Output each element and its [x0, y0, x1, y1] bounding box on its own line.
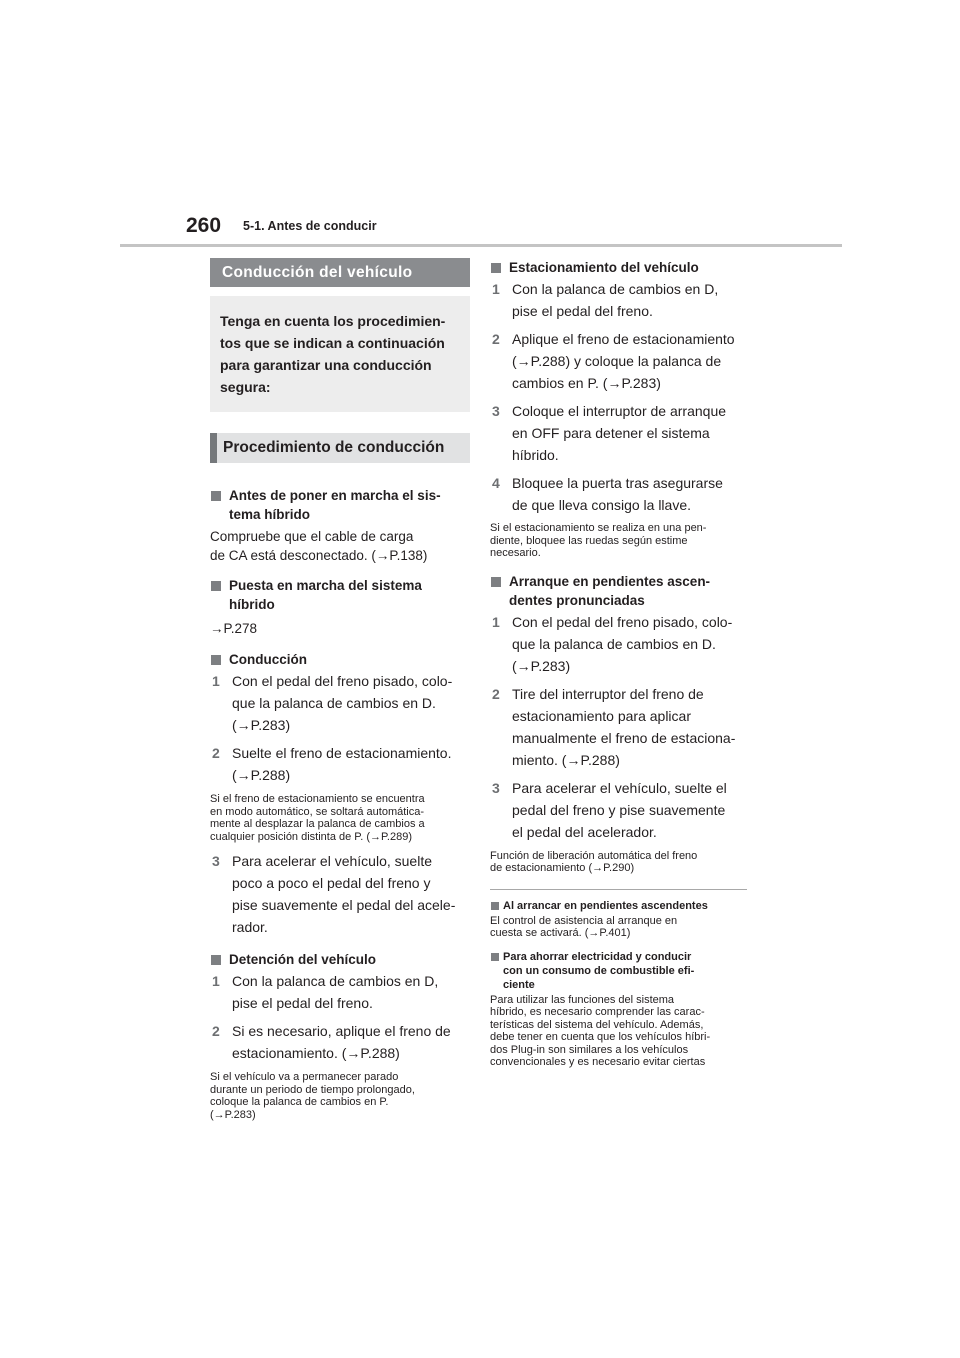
note — [490, 522, 750, 560]
section-title: 5-1. Antes de conducir — [243, 219, 377, 233]
step-number: 3 — [212, 853, 220, 869]
step-line: Coloque el interruptor de arranque — [512, 403, 727, 419]
intro-line: tos que se indican a continuación — [220, 335, 445, 351]
step-line: (→P.283) — [512, 657, 571, 674]
step-number: 2 — [492, 685, 500, 702]
intro-box — [210, 296, 470, 412]
heading-line: Al arrancar en pendientes ascendentes — [503, 899, 708, 912]
intro-line: para garantizar una conducción — [220, 357, 432, 373]
intro-line: Tenga en cuenta los procedimien- — [220, 313, 446, 329]
square-bullet-icon — [491, 263, 501, 273]
text-line: de CA está desconectado. (→P.138) — [210, 548, 428, 563]
heading-line: dentes pronunciadas — [509, 592, 645, 608]
heading-save-electricity — [490, 950, 750, 992]
step-line: Suelte el freno de estacionamiento. — [232, 745, 452, 761]
note-line: Función de liberación automática del freno — [490, 849, 698, 862]
square-bullet-icon — [211, 955, 221, 965]
step-2 — [490, 328, 750, 394]
step-line: Aplique el freno de estacionamiento — [512, 331, 735, 347]
step-2 — [210, 742, 470, 786]
heading-driving — [210, 650, 470, 669]
step-line: Con el pedal del freno pisado, colo- — [232, 673, 453, 689]
page-reference: →P.278 — [210, 621, 258, 636]
step-line: en OFF para detener el sistema — [512, 425, 710, 441]
note-line: diente, bloquee las ruedas según estime — [490, 534, 688, 547]
note — [210, 1071, 470, 1121]
step-line: rador. — [232, 919, 268, 935]
step-number: 1 — [492, 613, 500, 630]
heading-hill-ascending — [490, 899, 750, 913]
step-line: Con la palanca de cambios en D, — [512, 281, 719, 297]
step-line: que la palanca de cambios en D. — [512, 635, 716, 652]
step-line: Con el pedal del freno pisado, colo- — [512, 613, 733, 630]
heading-line: Antes de poner en marcha el sis- — [229, 488, 441, 503]
step-2 — [210, 1020, 470, 1064]
note-line: terísticas del sistema del vehículo. Además, — [490, 1018, 704, 1031]
note-line: Si el vehículo va a permanecer parado — [210, 1071, 399, 1083]
note-line: debe tener en cuenta que los vehículos híbri- — [490, 1031, 711, 1043]
step-line: pise el pedal del freno. — [232, 995, 373, 1011]
step-1 — [210, 970, 470, 1014]
step-number: 1 — [492, 281, 500, 297]
step-line: (→P.288) y coloque la palanca de — [512, 353, 722, 369]
note-line: convencionales y es necesario evitar ciertas — [490, 1056, 706, 1068]
heading-line: Para ahorrar electricidad y conducir — [503, 950, 692, 963]
step-number: 2 — [492, 331, 500, 347]
note-line: de estacionamiento (→P.290) — [490, 862, 635, 874]
note-line: mente al desplazar la palanca de cambios a — [210, 818, 425, 830]
heading-line: híbrido — [229, 597, 275, 612]
note-line: El control de asistencia al arranque en — [490, 914, 678, 927]
note-line: Para utilizar las funciones del sistema — [490, 993, 675, 1006]
step-line: Para acelerar el vehículo, suelte el — [512, 779, 727, 796]
note — [490, 994, 750, 1069]
step-line: Para acelerar el vehículo, suelte — [232, 853, 432, 869]
heading-line: Conducción — [229, 652, 307, 667]
heading-line: tema híbrido — [229, 507, 311, 522]
note-line: cualquier posición distinta de P. (→P.289) — [210, 830, 412, 843]
step-line: pedal del freno y pise suavemente — [512, 801, 726, 818]
note — [490, 915, 750, 940]
step-4 — [490, 472, 750, 516]
heading-before-start — [210, 486, 470, 524]
heading-line: Arranque en pendientes ascen- — [509, 573, 711, 589]
step-line: Tire del interruptor del freno de — [512, 685, 704, 702]
text-line: Compruebe que el cable de carga — [210, 529, 414, 544]
step-number: 1 — [212, 973, 220, 989]
square-bullet-icon — [491, 902, 499, 910]
note-line: Si el estacionamiento se realiza en una pen- — [490, 522, 707, 534]
note — [210, 793, 470, 843]
heading-line: Puesta en marcha del sistema — [229, 578, 422, 593]
step-line: Bloquee la puerta tras asegurarse — [512, 475, 723, 491]
note-line: en modo automático, se soltará automática- — [210, 805, 425, 818]
page-number: 260 — [186, 214, 222, 237]
square-bullet-icon — [211, 581, 221, 591]
procedure-banner: Procedimiento de conducción — [210, 433, 470, 463]
step-line: Con la palanca de cambios en D, — [232, 973, 439, 989]
step-line: Si es necesario, aplique el freno de — [232, 1023, 451, 1039]
right-column — [490, 258, 750, 1069]
step-1 — [490, 611, 750, 677]
heading-line: Estacionamiento del vehículo — [509, 260, 699, 275]
step-1 — [490, 278, 750, 322]
step-3 — [210, 850, 470, 938]
step-line: (→P.283) — [232, 717, 291, 733]
step-line: híbrido. — [512, 447, 559, 463]
heading-start-system — [210, 576, 470, 614]
step-line: miento. (→P.288) — [512, 751, 620, 768]
step-line: estacionamiento para aplicar — [512, 707, 691, 724]
intro-line: segura: — [220, 379, 271, 395]
step-2 — [490, 683, 750, 771]
square-bullet-icon — [491, 577, 501, 587]
step-line: que la palanca de cambios en D. — [232, 695, 436, 711]
note-line: durante un periodo de tiempo prolongado, — [210, 1083, 415, 1096]
left-column — [210, 258, 470, 1121]
step-line: de que lleva consigo la llave. — [512, 497, 692, 513]
heading-line: ciente — [503, 978, 535, 991]
note-line: coloque la palanca de cambios en P. — [210, 1096, 389, 1108]
step-number: 1 — [212, 673, 220, 689]
divider — [490, 889, 747, 890]
step-number: 4 — [492, 475, 500, 491]
square-bullet-icon — [211, 491, 221, 501]
step-line: el pedal del acelerador. — [512, 823, 657, 840]
step-1 — [210, 670, 470, 736]
heading-line: con un consumo de combustible efi- — [503, 964, 695, 977]
step-number: 2 — [212, 745, 220, 761]
section-banner: Conducción del vehículo — [210, 258, 470, 287]
step-line: pise suavemente el pedal del acele- — [232, 897, 456, 913]
note-line: necesario. — [490, 547, 541, 559]
note-line: (→P.283) — [210, 1108, 256, 1121]
step-number: 3 — [492, 403, 500, 419]
step-3 — [490, 777, 750, 843]
step-line: manualmente el freno de estaciona- — [512, 729, 736, 746]
note-line: dos Plug-in son similares a los vehículos — [490, 1043, 689, 1056]
step-line: pise el pedal del freno. — [512, 303, 653, 319]
note — [490, 850, 750, 875]
note-line: Si el freno de estacionamiento se encuentra — [210, 793, 425, 805]
step-line: (→P.288) — [232, 767, 291, 783]
step-line: cambios en P. (→P.283) — [512, 375, 661, 391]
heading-parking — [490, 258, 750, 277]
heading-line: Detención del vehículo — [229, 952, 377, 967]
note-line: cuesta se activará. (→P.401) — [490, 927, 631, 939]
square-bullet-icon — [211, 655, 221, 665]
heading-hill-start — [490, 572, 750, 610]
step-number: 3 — [492, 779, 500, 796]
paragraph — [210, 527, 470, 565]
step-3 — [490, 400, 750, 466]
step-line: poco a poco el pedal del freno y — [232, 875, 431, 891]
step-number: 2 — [212, 1023, 220, 1039]
step-line: estacionamiento. (→P.288) — [232, 1045, 400, 1061]
header-rule — [120, 244, 842, 247]
square-bullet-icon — [491, 953, 499, 961]
heading-stopping — [210, 950, 470, 969]
note-line: híbrido, es necesario comprender las carac- — [490, 1006, 705, 1018]
